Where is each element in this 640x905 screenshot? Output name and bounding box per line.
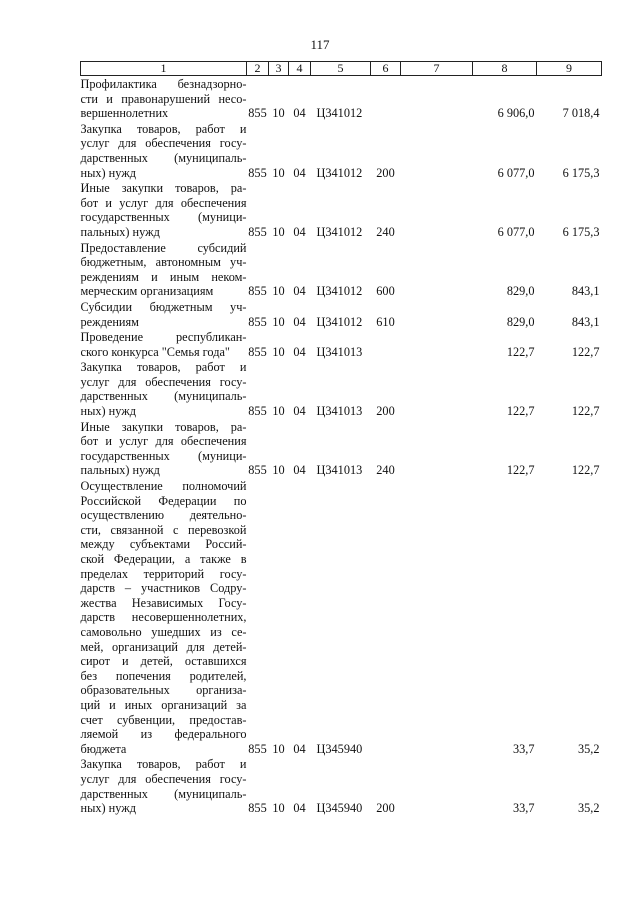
column-header: 2 <box>247 62 269 76</box>
row-description <box>81 180 247 239</box>
description-line: сти и правонарушений несо- <box>80 91 247 106</box>
amount-year-2-cell: 35,2 <box>577 801 600 816</box>
column-7-cell <box>401 180 473 239</box>
description-line: пальных) нужд <box>80 463 160 478</box>
description-line: услуг для обеспечения госу- <box>80 771 247 786</box>
description-text <box>81 479 247 756</box>
description-line: вершеннолетних <box>80 106 169 121</box>
amount-year-1-cell: 829,0 <box>506 314 535 329</box>
description-line: дарств – участников Содру- <box>80 581 247 596</box>
target-article-cell: Ц341012 <box>316 284 363 299</box>
expense-type-cell: 610 <box>376 314 395 329</box>
section-code-cell: 10 <box>272 801 285 816</box>
row-description <box>81 329 247 359</box>
column-7-cell <box>401 299 473 329</box>
column-7-cell <box>401 756 473 815</box>
subsection-code-cell: 04 <box>293 404 306 419</box>
row-description <box>81 299 247 329</box>
subsection-code-cell: 04 <box>293 801 306 816</box>
description-line: дарственных (муниципаль- <box>80 786 247 801</box>
description-text <box>81 420 247 478</box>
description-line: ского конкурса "Семья года" <box>80 344 230 359</box>
description-line: образовательных организа- <box>80 683 247 698</box>
target-article-cell: Ц341013 <box>316 344 363 359</box>
expense-type-cell <box>371 329 401 359</box>
description-line: ных) нужд <box>80 801 136 816</box>
ministry-code-cell: 855 <box>248 801 267 816</box>
expense-type-cell: 600 <box>376 284 395 299</box>
amount-year-1-cell: 6 077,0 <box>497 165 535 180</box>
description-line: государственных (муници- <box>80 210 247 225</box>
description-line: ных) нужд <box>80 165 136 180</box>
description-text <box>81 181 247 239</box>
column-7-cell <box>401 419 473 478</box>
expense-type-cell: 200 <box>376 404 395 419</box>
description-line: между субъектами Россий- <box>80 537 247 552</box>
column-7-cell <box>401 329 473 359</box>
description-line: ской Федерации, а также в <box>80 552 247 566</box>
target-article-cell: Ц341013 <box>316 404 363 419</box>
description-line: бот и услуг для обеспечения <box>80 434 247 449</box>
table-row <box>81 180 602 239</box>
target-article-cell: Ц341012 <box>316 224 363 239</box>
description-line: мей, организаций для детей- <box>80 639 247 654</box>
table-row <box>81 121 602 180</box>
amount-year-1-cell: 6 077,0 <box>497 224 535 239</box>
description-line: без попечения родителей, <box>80 668 247 683</box>
row-description <box>81 756 247 815</box>
expense-type-cell: 240 <box>376 224 395 239</box>
ministry-code-cell: 855 <box>248 404 267 419</box>
target-article-cell: Ц341013 <box>316 463 363 478</box>
amount-year-2-cell: 843,1 <box>571 314 600 329</box>
description-line: Иные закупки товаров, ра- <box>80 181 247 196</box>
row-description <box>81 478 247 756</box>
table-row <box>81 76 602 121</box>
amount-year-1-cell: 122,7 <box>506 344 535 359</box>
subsection-code-cell: 04 <box>293 224 306 239</box>
target-article-cell: Ц345940 <box>316 801 363 816</box>
description-line: дарств несовершеннолетних, <box>80 610 247 625</box>
amount-year-2-cell: 6 175,3 <box>562 224 600 239</box>
column-7-cell <box>401 240 473 299</box>
subsection-code-cell: 04 <box>293 165 306 180</box>
description-line: Предоставление субсидий <box>80 240 247 255</box>
expense-type-cell <box>371 76 401 121</box>
description-text <box>81 300 247 329</box>
ministry-code-cell: 855 <box>248 314 267 329</box>
subsection-code-cell: 04 <box>293 314 306 329</box>
section-code-cell: 10 <box>272 106 285 121</box>
table-row <box>81 329 602 359</box>
description-line: ляемой из федерального <box>80 727 247 742</box>
column-7-cell <box>401 121 473 180</box>
table-row <box>81 299 602 329</box>
column-7-cell <box>401 478 473 756</box>
amount-year-1-cell: 33,7 <box>512 741 535 756</box>
description-line: жества Независимых Госу- <box>80 595 247 610</box>
description-text <box>81 330 247 359</box>
column-header: 9 <box>537 62 602 76</box>
description-line: самовольно ушедших из се- <box>80 624 247 639</box>
target-article-cell: Ц341012 <box>316 106 363 121</box>
ministry-code-cell: 855 <box>248 463 267 478</box>
table-row <box>81 478 602 756</box>
column-header: 1 <box>81 62 247 76</box>
column-7-cell <box>401 359 473 418</box>
description-line: мерческим организациям <box>80 284 214 299</box>
expense-type-cell <box>371 478 401 756</box>
amount-year-1-cell: 829,0 <box>506 284 535 299</box>
description-line: бот и услуг для обеспечения <box>80 195 247 210</box>
ministry-code-cell: 855 <box>248 106 267 121</box>
description-line: Профилактика безнадзорно- <box>80 77 247 91</box>
subsection-code-cell: 04 <box>293 741 306 756</box>
description-text <box>81 241 247 299</box>
expense-type-cell: 240 <box>376 463 395 478</box>
section-code-cell: 10 <box>272 284 285 299</box>
amount-year-1-cell: 6 906,0 <box>497 106 535 121</box>
budget-table <box>80 61 602 816</box>
section-code-cell: 10 <box>272 344 285 359</box>
subsection-code-cell: 04 <box>293 106 306 121</box>
ministry-code-cell: 855 <box>248 741 267 756</box>
row-description <box>81 419 247 478</box>
subsection-code-cell: 04 <box>293 284 306 299</box>
description-line: Осуществление полномочий <box>80 479 247 494</box>
amount-year-2-cell: 122,7 <box>571 344 600 359</box>
description-line: Российской Федерации по <box>80 493 247 508</box>
description-line: Проведение республикан- <box>80 330 247 345</box>
row-description <box>81 121 247 180</box>
ministry-code-cell: 855 <box>248 344 267 359</box>
column-header: 6 <box>371 62 401 76</box>
description-line: осуществлению деятельно- <box>80 508 247 523</box>
table-row <box>81 359 602 418</box>
table-row <box>81 756 602 815</box>
description-line: пальных) нужд <box>80 224 160 239</box>
column-7-cell <box>401 76 473 121</box>
description-text <box>81 77 247 121</box>
description-line: сирот и детей, оставшихся <box>80 654 247 669</box>
row-description <box>81 240 247 299</box>
description-line: Иные закупки товаров, ра- <box>80 419 247 434</box>
amount-year-1-cell: 122,7 <box>506 463 535 478</box>
description-text <box>81 757 247 815</box>
ministry-code-cell: 855 <box>248 284 267 299</box>
description-line: реждениям <box>80 314 139 329</box>
ministry-code-cell: 855 <box>248 165 267 180</box>
expense-type-cell: 200 <box>376 801 395 816</box>
section-code-cell: 10 <box>272 314 285 329</box>
target-article-cell: Ц345940 <box>316 741 363 756</box>
page-number: 117 <box>310 37 330 52</box>
table-row <box>81 240 602 299</box>
table-body <box>81 76 602 816</box>
section-code-cell: 10 <box>272 165 285 180</box>
expense-type-cell: 200 <box>376 165 395 180</box>
table-row <box>81 419 602 478</box>
row-description <box>81 76 247 121</box>
amount-year-2-cell: 122,7 <box>571 463 600 478</box>
description-text <box>81 360 247 418</box>
amount-year-2-cell: 35,2 <box>577 741 600 756</box>
amount-year-2-cell: 7 018,4 <box>562 106 600 121</box>
column-header: 7 <box>401 62 473 76</box>
description-line: услуг для обеспечения госу- <box>80 136 247 151</box>
subsection-code-cell: 04 <box>293 344 306 359</box>
column-header: 3 <box>269 62 289 76</box>
description-line: государственных (муници- <box>80 448 247 463</box>
column-header: 5 <box>311 62 371 76</box>
description-line: ных) нужд <box>80 404 136 419</box>
section-code-cell: 10 <box>272 404 285 419</box>
description-line: сти, связанной с перевозкой <box>80 522 247 537</box>
description-line: Закупка товаров, работ и <box>80 121 247 136</box>
amount-year-2-cell: 843,1 <box>571 284 600 299</box>
description-line: реждениям и иным неком- <box>80 269 247 284</box>
column-header: 8 <box>473 62 537 76</box>
amount-year-1-cell: 33,7 <box>512 801 535 816</box>
amount-year-1-cell: 122,7 <box>506 404 535 419</box>
description-line: бюджетным, автономным уч- <box>80 255 247 270</box>
section-code-cell: 10 <box>272 463 285 478</box>
description-line: Субсидии бюджетным уч- <box>80 299 247 314</box>
description-line: счет субвенции, предостав- <box>80 712 247 727</box>
column-header: 4 <box>289 62 311 76</box>
ministry-code-cell: 855 <box>248 224 267 239</box>
description-line: Закупка товаров, работ и <box>80 757 247 772</box>
description-line: Закупка товаров, работ и <box>80 360 247 375</box>
section-code-cell: 10 <box>272 741 285 756</box>
description-line: услуг для обеспечения госу- <box>80 374 247 389</box>
description-line: дарственных (муниципаль- <box>80 389 247 404</box>
amount-year-2-cell: 122,7 <box>571 404 600 419</box>
amount-year-2-cell: 6 175,3 <box>562 165 600 180</box>
subsection-code-cell: 04 <box>293 463 306 478</box>
description-line: пределах территорий госу- <box>80 566 247 581</box>
header-row <box>81 62 602 76</box>
section-code-cell: 10 <box>272 224 285 239</box>
target-article-cell: Ц341012 <box>316 165 363 180</box>
row-description <box>81 359 247 418</box>
description-line: бюджета <box>80 741 127 756</box>
description-text <box>81 122 247 180</box>
description-line: ций и иных организаций за <box>80 697 247 712</box>
description-line: дарственных (муниципаль- <box>80 150 247 165</box>
target-article-cell: Ц341012 <box>316 314 363 329</box>
